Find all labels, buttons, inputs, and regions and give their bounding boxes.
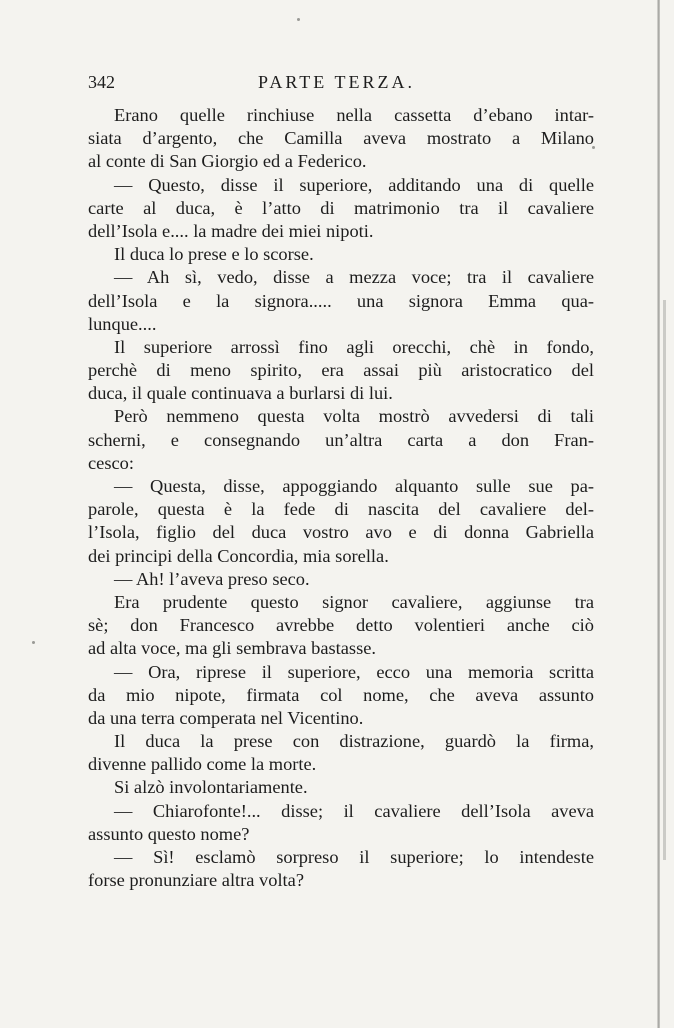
text-line: — Ah! l’aveva preso seco. [114,568,310,589]
text-line: Però nemmeno questa volta mostrò avvedersi di tali [114,406,594,427]
text-line: dell’Isola e.... la madre dei miei nipoti. [88,220,374,241]
text-line: perchè di meno spirito, era assai più aristocratico del [88,360,594,381]
paper-speck [32,641,35,644]
text-line: ad alta voce, ma gli sembrava bastasse. [88,638,377,659]
text-line: sè; don Francesco avrebbe detto volentieri anche ciò [88,615,594,636]
text-line: al conte di San Giorgio ed a Federico. [88,151,367,172]
text-line: dell’Isola e la signora..... una signora Emma qua- [88,290,594,311]
text-line: assunto questo nome? [88,823,250,844]
text-line: — Questo, disse il superiore, additando una di quelle [114,174,594,195]
text-line: Erano quelle rinchiuse nella cassetta d’ebano intar- [114,105,594,125]
text-line: — Questa, disse, appoggiando alquanto sulle sue pa- [114,476,594,496]
text-line: lunque.... [88,313,157,334]
text-line: cesco: [88,452,134,473]
text-line: — Sì! esclamò sorpreso il superiore; lo intendeste [114,847,594,867]
text-line: Era prudente questo signor cavaliere, aggiunse tra [114,591,594,612]
text-line: forse pronunziare altra volta? [88,870,304,891]
page-number: 342 [88,72,115,92]
text-line: — Ora, riprese il superiore, ecco una memoria scritta [114,661,594,682]
text-line: Il duca lo prese e lo scorse. [114,244,314,265]
text-line: da una terra comperata nel Vicentino. [88,707,364,728]
body-text [88,104,594,892]
text-line: Il duca la prese con distrazione, guardò la firma, [114,731,594,752]
page-edge-shadow [657,0,660,1028]
text-line: — Chiarofonte!... disse; il cavaliere dell’Isola aveva [114,800,594,821]
text-line: duca, il quale continuava a burlarsi di lui. [88,383,393,404]
page-edge-binding [663,300,666,860]
running-head: PARTE TERZA. [258,72,415,92]
text-line: siata d’argento, che Camilla aveva mostrato a Milano [88,128,594,149]
text-line: parole, questa è la fede di nascita del cavaliere del- [88,499,594,520]
text-line: Il superiore arrossì fino agli orecchi, chè in fondo, [114,336,594,357]
text-line: scherni, e consegnando un’altra carta a don Fran- [88,429,594,450]
text-line: dei principi della Concordia, mia sorella. [88,545,389,566]
page-header [88,72,594,96]
text-line: — Ah sì, vedo, disse a mezza voce; tra il cavaliere [114,267,594,288]
text-line: carte al duca, è l’atto di matrimonio tra il cavaliere [88,197,594,218]
text-line: l’Isola, figlio del duca vostro avo e di donna Gabriella [88,522,594,543]
paper-speck [297,18,300,21]
text-line: divenne pallido come la morte. [88,754,317,775]
text-line: Si alzò involontariamente. [114,777,308,798]
text-line: da mio nipote, firmata col nome, che aveva assunto [88,684,594,705]
